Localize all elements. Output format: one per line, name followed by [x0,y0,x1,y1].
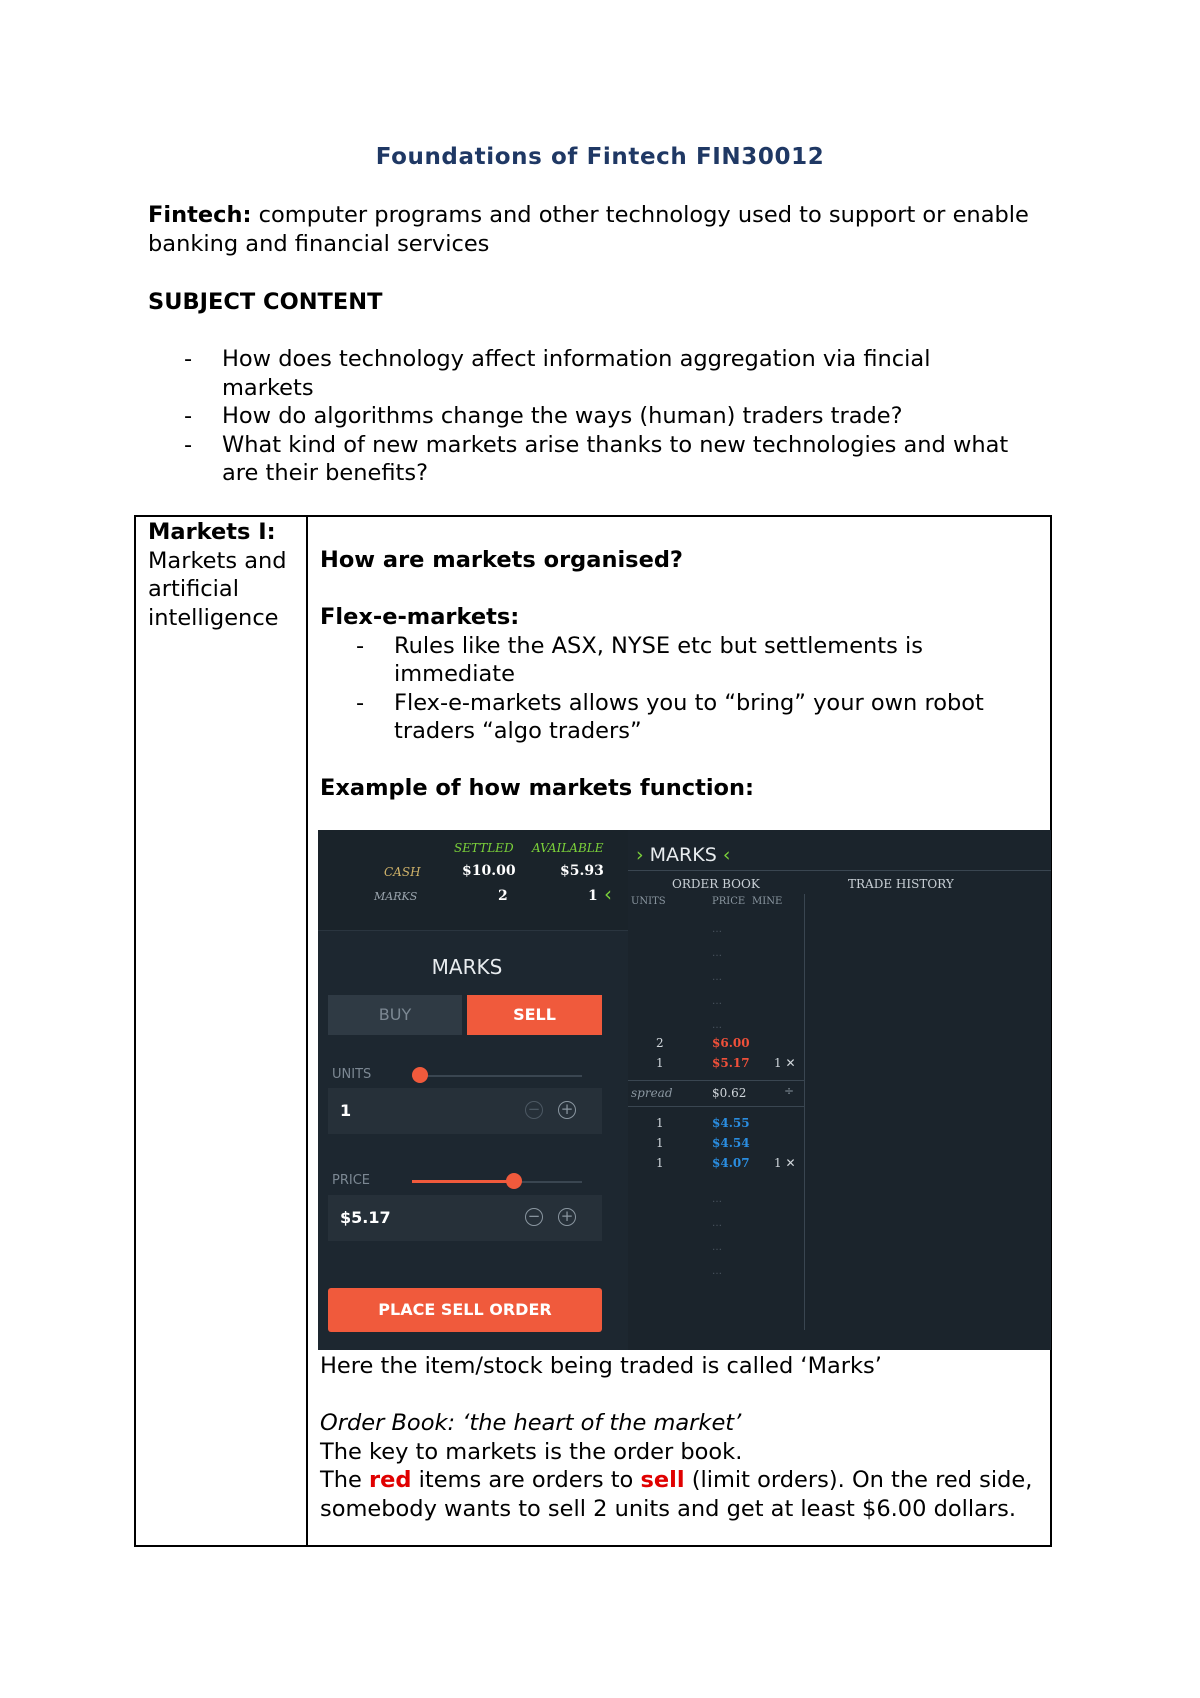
flex-e-markets-list [320,632,1040,746]
flex-e-markets-heading: Flex-e-markets: [320,604,520,630]
cash-available-value: $5.93 [560,863,604,879]
bid-price: $4.55 [712,1116,750,1130]
cancel-own-order[interactable]: 1 ✕ [774,1056,796,1070]
chevron-left-icon: ‹ [722,844,731,866]
order-book-subheading: Order Book: ‘the heart of the market’ [320,1410,742,1436]
cash-settled-value: $10.00 [462,863,516,879]
settled-label: SETTLED [454,841,514,855]
empty-level-marker: … [712,948,722,959]
plus-circle-icon[interactable]: + [558,1208,576,1226]
list-item [148,431,1028,488]
text-segment: The [320,1467,369,1493]
mine-column-header: MINE [752,896,783,907]
list-item-text: How do algorithms change the ways (human) traders trade? [222,403,903,429]
price-input[interactable] [328,1195,602,1241]
subject-content-heading: SUBJECT CONTENT [148,289,383,315]
list-item-text: Flex-e-markets allows you to “bring” your own robot traders “algo traders” [394,689,984,744]
list-item-text: What kind of new markets arise thanks to new technologies and what are their benefits? [222,431,1009,486]
ask-price: $5.17 [712,1056,750,1070]
topic-label: Markets I: [148,519,276,545]
marks-available-value: 1 [588,888,598,904]
price-slider-handle[interactable] [506,1173,522,1189]
bid-price: $4.54 [712,1136,750,1150]
units-slider-handle[interactable] [412,1067,428,1083]
explanation-text [320,1352,1040,1523]
ask-units: 2 [656,1036,664,1050]
bid-price: $4.07 [712,1156,750,1170]
list-dash: - [184,403,193,429]
bid-units: 1 [656,1136,664,1150]
units-slider-track[interactable] [412,1075,582,1077]
empty-level-marker: … [712,996,722,1007]
price-input-value: $5.17 [340,1208,391,1227]
empty-level-marker: … [712,924,722,935]
fintech-definition-text: computer programs and other technology used to support or enable banking and financial services [148,202,1029,257]
ask-units: 1 [656,1056,664,1070]
spread-divider [628,1080,804,1081]
chevron-left-icon[interactable]: ‹ [604,882,612,906]
spread-value: $0.62 [712,1086,747,1100]
topic-description: Markets and artificial intelligence [148,547,287,631]
divide-icon[interactable]: ÷ [784,1084,795,1098]
units-input-value: 1 [340,1101,352,1120]
spread-divider [628,1106,804,1107]
price-slider-fill [412,1180,514,1183]
list-item-text: Rules like the ASX, NYSE etc but settlements is immediate [394,632,923,687]
subject-content-list [148,345,1028,488]
red-word: red [369,1467,412,1493]
order-book-key-line: The key to markets is the order book. [320,1438,743,1465]
sell-word: sell [640,1467,685,1493]
minus-circle-icon[interactable]: − [525,1208,543,1226]
text-segment: (limit orders). On the red side, somebody wants to sell 2 units and get at least $6.00 dollars. [320,1467,1033,1522]
order-entry-panel [318,830,628,1350]
cancel-own-order[interactable]: 1 ✕ [774,1156,796,1170]
marks-label: MARKS [374,890,418,903]
empty-level-marker: … [712,1242,722,1253]
document-title: Foundations of Fintech FIN30012 [375,144,825,170]
example-heading: Example of how markets function: [320,775,755,801]
ask-price: $6.00 [712,1036,750,1050]
fintech-definition [148,201,1048,259]
order-book-title-text: MARKS [649,844,717,866]
cash-label: CASH [384,865,421,879]
empty-level-marker: … [712,1194,722,1205]
list-dash: - [356,689,365,716]
bid-units: 1 [656,1116,664,1130]
list-item [320,632,1040,689]
units-label: UNITS [332,1067,372,1082]
order-book-title [636,844,730,866]
divider [628,870,1051,871]
empty-level-marker: … [712,1020,722,1031]
markets-question-heading: How are markets organised? [320,547,683,573]
sell-tab[interactable]: SELL [467,995,602,1035]
table-left-cell [148,518,298,632]
list-dash: - [184,346,193,372]
buy-tab[interactable]: BUY [328,995,462,1035]
bid-units: 1 [656,1156,664,1170]
list-item-text: How does technology affect information aggregation via fincial markets [222,346,931,401]
list-dash: - [356,632,365,659]
price-label: PRICE [332,1173,370,1188]
place-sell-order-button[interactable]: PLACE SELL ORDER [328,1288,602,1332]
account-summary [318,830,628,931]
minus-circle-icon[interactable]: − [525,1101,543,1119]
trade-history-heading: TRADE HISTORY [848,877,954,891]
marks-explanation: Here the item/stock being traded is called ‘Marks’ [320,1353,882,1379]
marks-settled-value: 2 [498,888,508,904]
list-item [148,345,1028,402]
units-column-header: UNITS [631,896,666,907]
table-right-cell [320,546,1040,803]
empty-level-marker: … [712,1218,722,1229]
available-label: AVAILABLE [532,841,604,855]
fintech-term: Fintech: [148,202,252,228]
list-item [320,689,1040,746]
plus-circle-icon[interactable]: + [558,1101,576,1119]
units-input[interactable] [328,1088,602,1134]
column-divider [804,894,805,1330]
list-item [148,402,1028,431]
red-items-explanation [320,1466,1040,1523]
price-column-header: PRICE [712,896,746,907]
panel-title: MARKS [431,955,503,979]
list-dash: - [184,431,193,458]
empty-level-marker: … [712,972,722,983]
spread-label: spread [631,1086,673,1100]
table-column-divider [306,515,308,1547]
chevron-right-icon: › [636,844,644,866]
order-book-heading: ORDER BOOK [672,877,760,891]
trading-app-screenshot [318,830,1051,1350]
empty-level-marker: … [712,1266,722,1277]
text-segment: items are orders to [411,1467,641,1493]
